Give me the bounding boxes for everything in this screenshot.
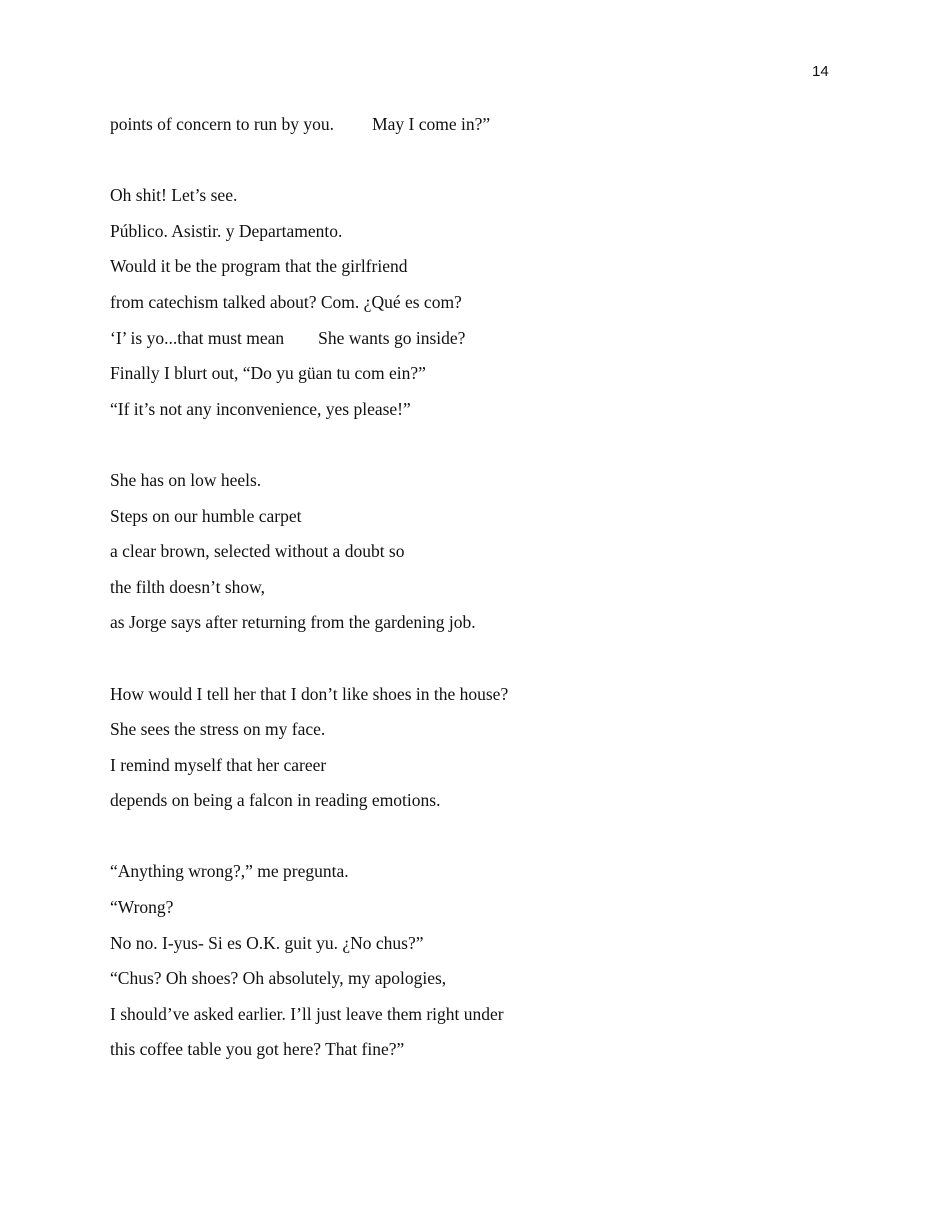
text-line: from catechism talked about? Com. ¿Qué es com? <box>110 291 462 312</box>
page-number: 14 <box>812 63 829 80</box>
text-line: Finally I blurt out, “Do yu güan tu com ein?” <box>110 363 426 384</box>
text-line: I remind myself that her career <box>110 754 327 775</box>
text-segment: ‘I’ is yo...that must mean <box>110 327 285 348</box>
text-line <box>110 107 830 143</box>
text-line: as Jorge says after returning from the gardening job. <box>110 612 476 633</box>
text-line: Oh shit! Let’s see. <box>110 185 238 206</box>
text-line: Público. Asistir. y Departamento. <box>110 220 343 241</box>
text-line: She sees the stress on my face. <box>110 719 326 740</box>
text-line: I should’ve asked earlier. I’ll just leave them right under <box>110 1003 504 1024</box>
text-line: How would I tell her that I don’t like shoes in the house? <box>110 683 509 704</box>
text-line: Would it be the program that the girlfriend <box>110 256 408 277</box>
text-line: No no. I-yus- Si es O.K. guit yu. ¿No chus?” <box>110 932 424 953</box>
text-line: “If it’s not any inconvenience, yes please!” <box>110 398 411 419</box>
text-segment: points of concern to run by you. <box>110 114 335 134</box>
text-line: Steps on our humble carpet <box>110 505 302 526</box>
text-segment: She wants go inside? <box>318 327 466 348</box>
text-line: the filth doesn’t show, <box>110 576 266 597</box>
text-line: “Chus? Oh shoes? Oh absolutely, my apologies, <box>110 968 447 989</box>
text-line: She has on low heels. <box>110 469 262 490</box>
text-line: “Wrong? <box>110 897 174 918</box>
text-line: this coffee table you got here? That fine?” <box>110 1039 405 1060</box>
document-body <box>110 107 830 1068</box>
text-line: depends on being a falcon in reading emotions. <box>110 790 441 811</box>
text-line <box>110 321 830 357</box>
text-segment: May I come in?” <box>372 114 491 134</box>
text-line: “Anything wrong?,” me pregunta. <box>110 861 349 882</box>
text-line: a clear brown, selected without a doubt so <box>110 541 405 562</box>
